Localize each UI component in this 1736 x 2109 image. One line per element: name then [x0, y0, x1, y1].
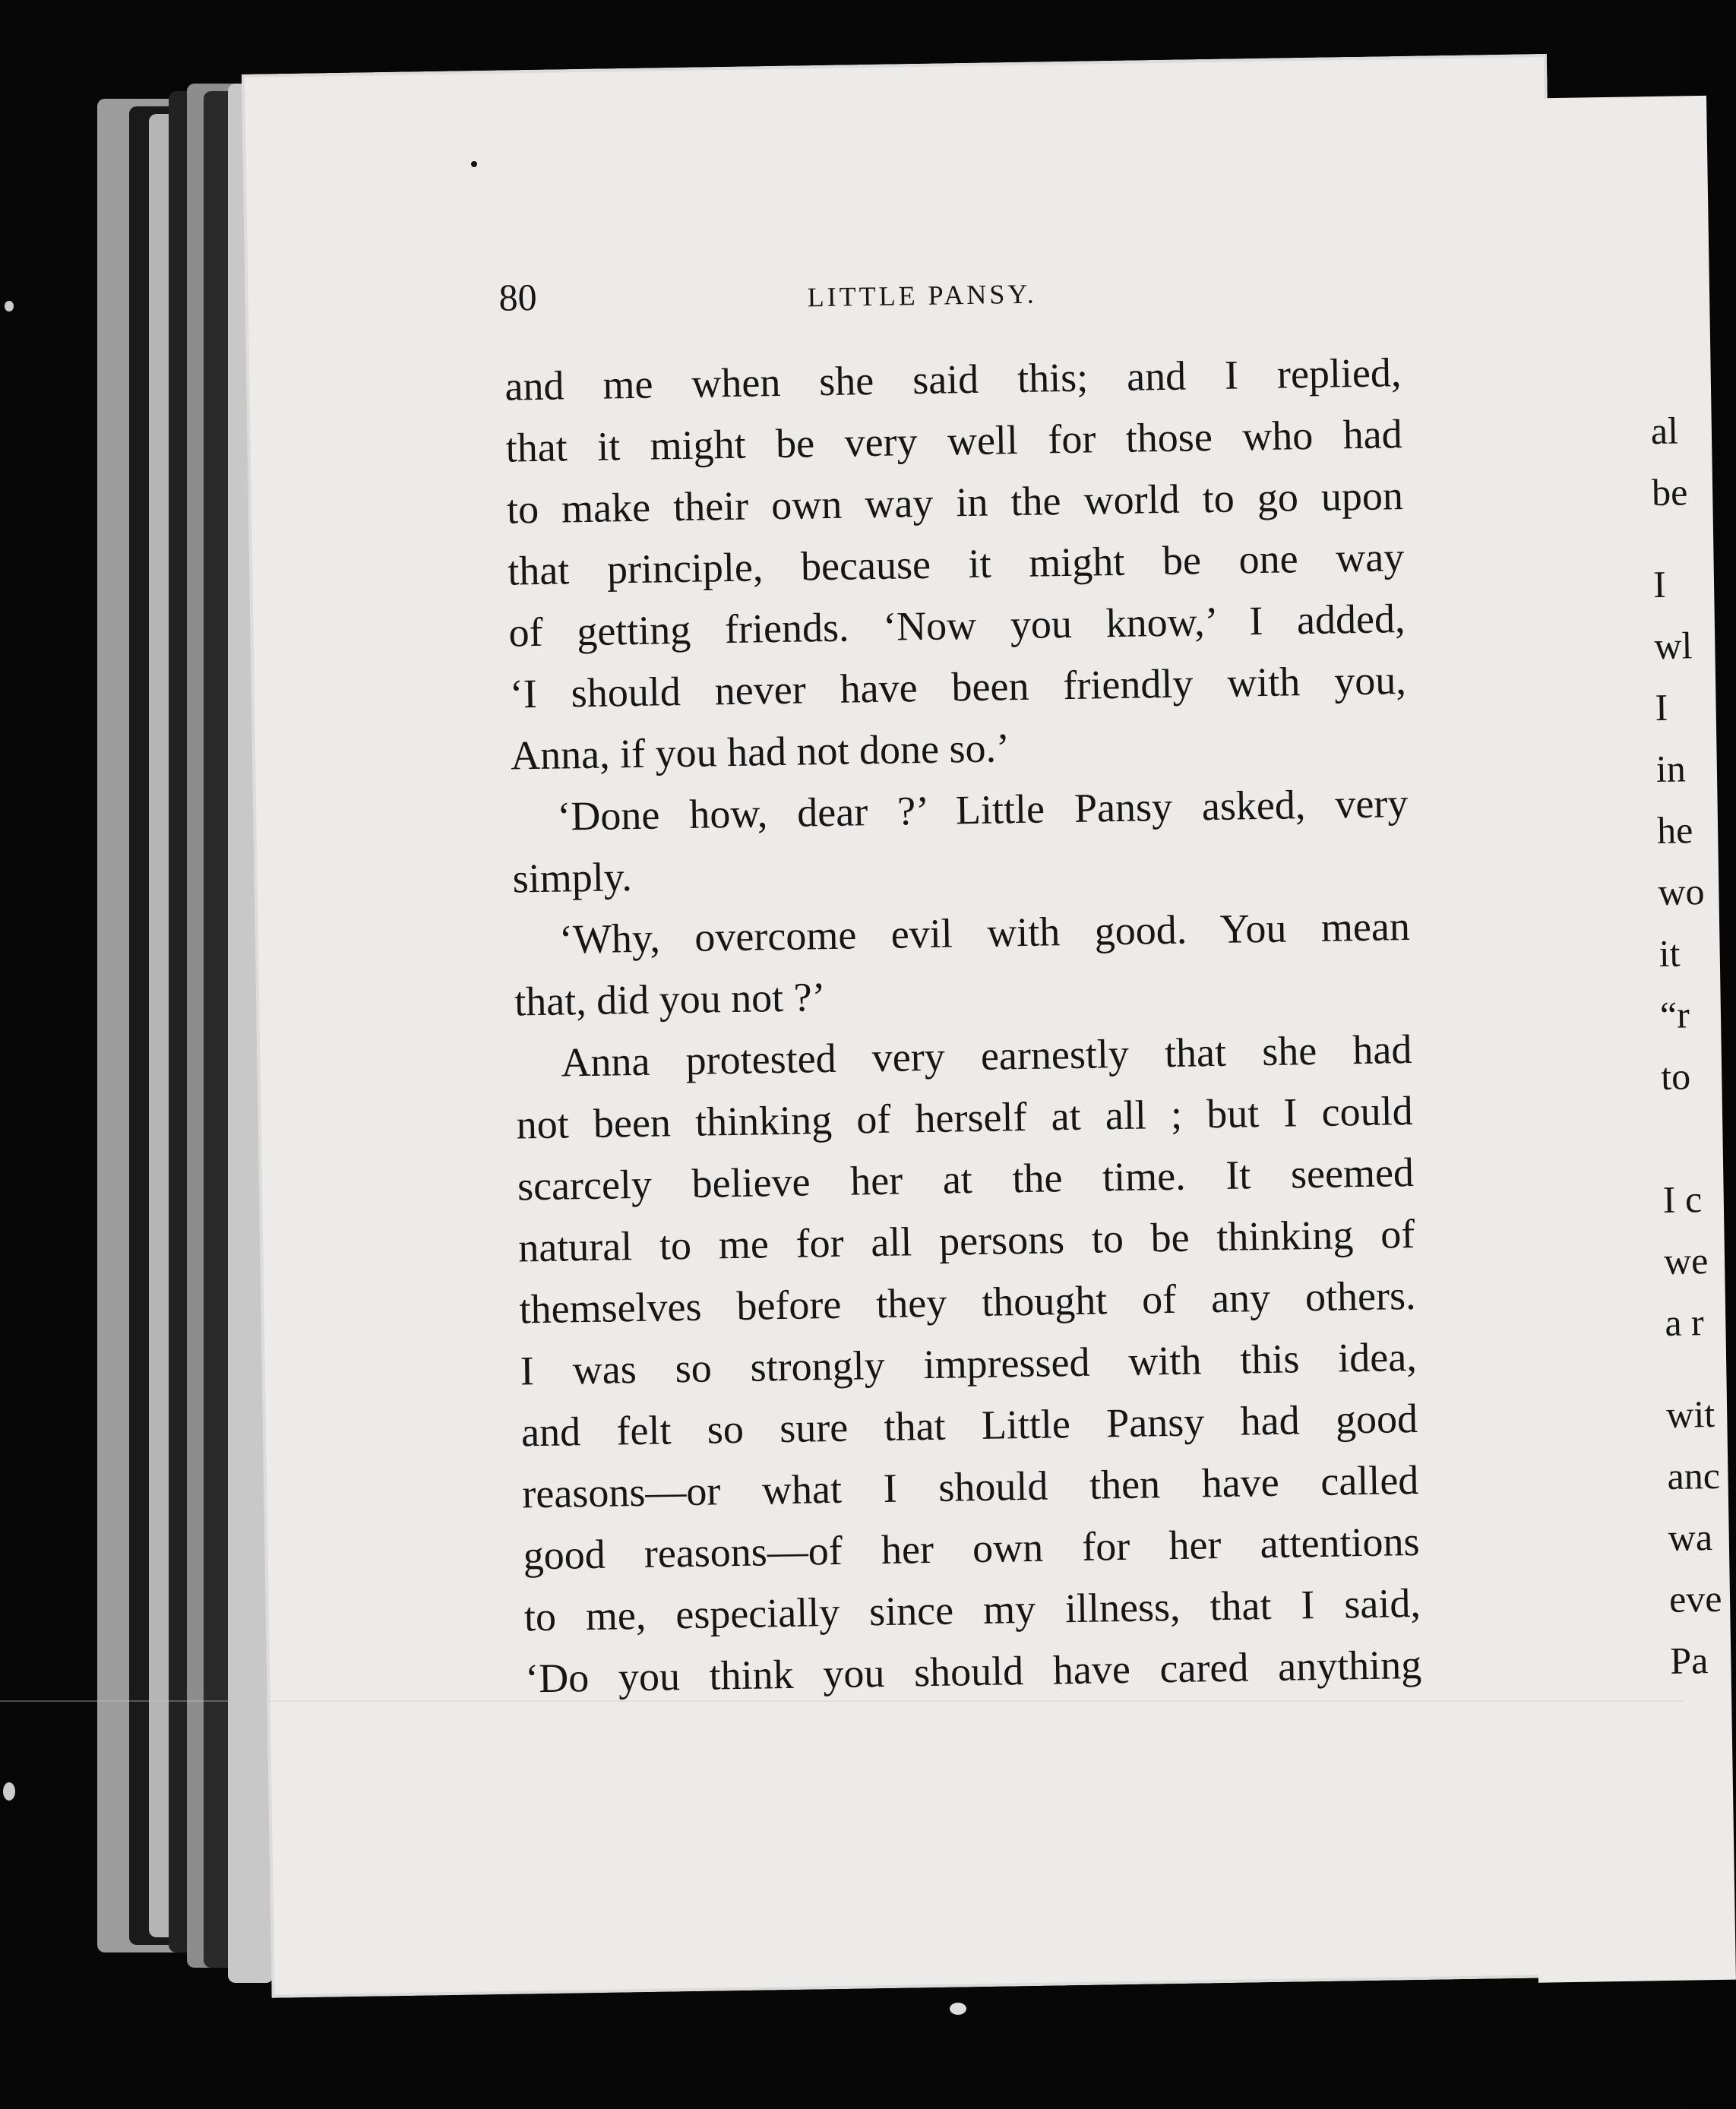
text-line: scarcely believe her at the time. It seemed — [517, 1149, 1415, 1209]
fragment: wo — [1657, 870, 1705, 914]
body-text — [504, 342, 1422, 1709]
fragment: eve — [1668, 1576, 1722, 1620]
fragment: I — [1655, 685, 1668, 729]
text-line: simply. — [512, 854, 633, 902]
fragment: he — [1656, 808, 1693, 852]
page-content — [498, 261, 1422, 1709]
text-line: and felt so sure that Little Pansy had good — [520, 1395, 1418, 1456]
fragment: it — [1659, 931, 1681, 975]
text-line: not been thinking of herself at all ; but I could — [516, 1087, 1414, 1148]
facing-page-text — [1650, 400, 1723, 1692]
left-page — [242, 54, 1577, 1998]
fragment: anc — [1667, 1453, 1721, 1497]
scan-speck — [471, 161, 477, 167]
text-line: and me when she said this; and I replied, — [504, 349, 1402, 409]
fragment: in — [1655, 747, 1687, 791]
fragment: “r — [1659, 993, 1690, 1037]
fragment: Pa — [1669, 1639, 1709, 1682]
text-line: to make their own way in the world to go upon — [506, 473, 1404, 533]
text-line: that principle, because it might be one way — [507, 534, 1405, 594]
fragment: I — [1652, 562, 1667, 606]
text-line: Anna protested very earnestly that she had — [561, 1026, 1412, 1086]
fragment: be — [1651, 470, 1688, 514]
text-line: natural to me for all persons to be thinking of — [517, 1210, 1415, 1271]
text-line: that, did you not ?’ — [514, 974, 827, 1025]
text-line: to me, especially since my illness, that I said, — [523, 1579, 1421, 1640]
fragment: wl — [1653, 624, 1693, 668]
text-line: of getting friends. ‘Now you know,’ I added, — [508, 596, 1406, 656]
page-number: 80 — [498, 275, 538, 319]
text-line: ‘Do you think you should have cared anything — [524, 1641, 1422, 1702]
scan-speck — [3, 1782, 15, 1801]
text-line: ‘Done how, dear ?’ Little Pansy asked, very — [556, 780, 1409, 839]
text-line: themselves before they thought of any others. — [519, 1272, 1416, 1333]
scan-speck — [5, 301, 14, 311]
text-line: ‘Why, overcome evil with good. You mean — [558, 903, 1411, 963]
scan-line — [0, 1700, 1684, 1702]
text-line: good reasons—of her own for her attentions — [523, 1518, 1420, 1579]
fragment: al — [1650, 409, 1679, 453]
text-line: that it might be very well for those who had — [505, 411, 1403, 471]
text-line: reasons—or what I should then have called — [521, 1456, 1419, 1517]
fragment: wa — [1668, 1516, 1713, 1559]
text-line: I was so strongly impressed with this idea, — [520, 1333, 1418, 1394]
running-head — [498, 261, 1400, 344]
text-line: Anna, if you had not done so.’ — [510, 725, 1010, 779]
fragment: a r — [1664, 1301, 1705, 1344]
fragment: we — [1663, 1239, 1709, 1282]
running-title: LITTLE PANSY. — [807, 278, 1038, 313]
fragment: wit — [1665, 1392, 1715, 1436]
text-line: ‘I should never have been friendly with you, — [509, 657, 1407, 717]
fragment: I c — [1662, 1178, 1703, 1221]
fragment: to — [1660, 1054, 1691, 1099]
scan-speck — [950, 2003, 966, 2015]
